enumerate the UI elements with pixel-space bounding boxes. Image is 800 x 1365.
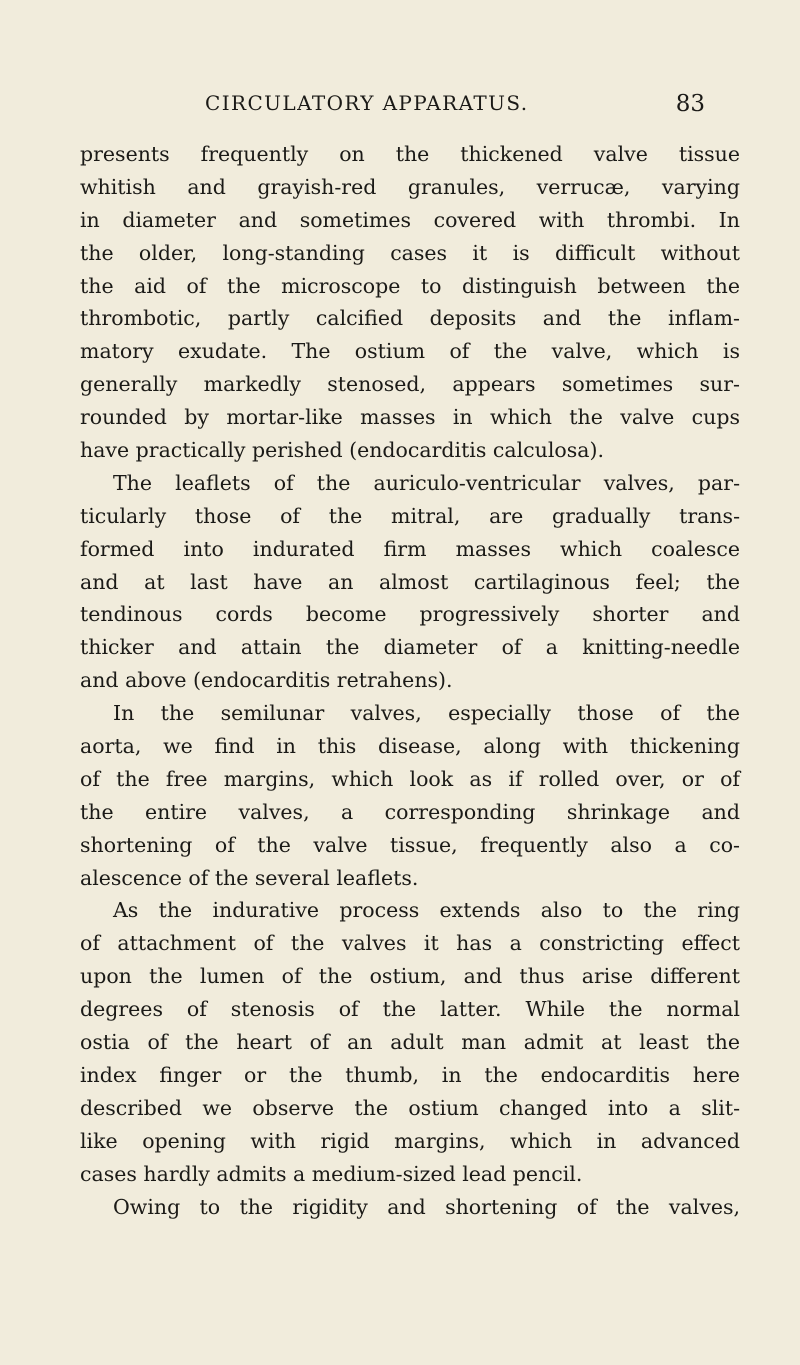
text-line: the aid of the microscope to distinguish between the [80,273,740,298]
text-line: tendinous cords become progressively shorter and [80,602,740,627]
text-line: whitish and grayish-red granules, verrucæ, varying [80,174,740,199]
text-line: like opening with rigid margins, which in advanced [80,1128,740,1153]
text-line: the entire valves, a corresponding shrinkage and [80,799,740,824]
page-header [205,91,705,121]
text-line: and at last have an almost cartilaginous feel; the [80,569,740,594]
text-line: degrees of stenosis of the latter. While the normal [80,997,740,1022]
text-line: thrombotic, partly calcified deposits and the inflam- [80,306,740,331]
text-line: rounded by mortar-like masses in which the valve cups [80,405,740,430]
text-line: Owing to the rigidity and shortening of the valves, [113,1194,740,1219]
text-line: cases hardly admits a medium-sized lead pencil. [80,1161,583,1186]
text-line: of attachment of the valves it has a constricting effect [80,931,740,956]
text-line: the older, long-standing cases it is difficult without [80,240,740,265]
text-line: As the indurative process extends also to the ring [113,898,740,923]
text-line: alescence of the several leaflets. [80,865,419,890]
text-line: generally markedly stenosed, appears sometimes sur- [80,372,740,397]
text-line: ticularly those of the mitral, are gradually trans- [80,503,740,528]
text-line: formed into indurated firm masses which coalesce [80,536,740,561]
text-line: presents frequently on the thickened valve tissue [80,142,740,166]
running-title: CIRCULATORY APPARATUS. [205,91,529,115]
text-line: have practically perished (endocarditis calculosa). [80,438,605,463]
text-line: thicker and attain the diameter of a knitting-needle [80,635,740,660]
body-text [80,138,740,1223]
text-line: index finger or the thumb, in the endocarditis here [80,1062,740,1087]
page-number: 83 [675,91,705,117]
text-line: The leaflets of the auriculo-ventricular valves, par- [113,470,740,495]
text-line: ostia of the heart of an adult man admit at least the [80,1030,740,1055]
text-line: aorta, we find in this disease, along with thickening [80,734,740,759]
text-line: matory exudate. The ostium of the valve, which is [80,339,740,364]
text-line: In the semilunar valves, especially those of the [113,701,740,726]
text-line: of the free margins, which look as if rolled over, or of [80,766,740,791]
text-line: upon the lumen of the ostium, and thus arise different [80,964,740,989]
text-line: shortening of the valve tissue, frequently also a co- [80,832,740,857]
text-line: described we observe the ostium changed into a slit- [80,1095,740,1120]
text-line: in diameter and sometimes covered with thrombi. In [80,207,740,232]
text-line: and above (endocarditis retrahens). [80,668,453,693]
